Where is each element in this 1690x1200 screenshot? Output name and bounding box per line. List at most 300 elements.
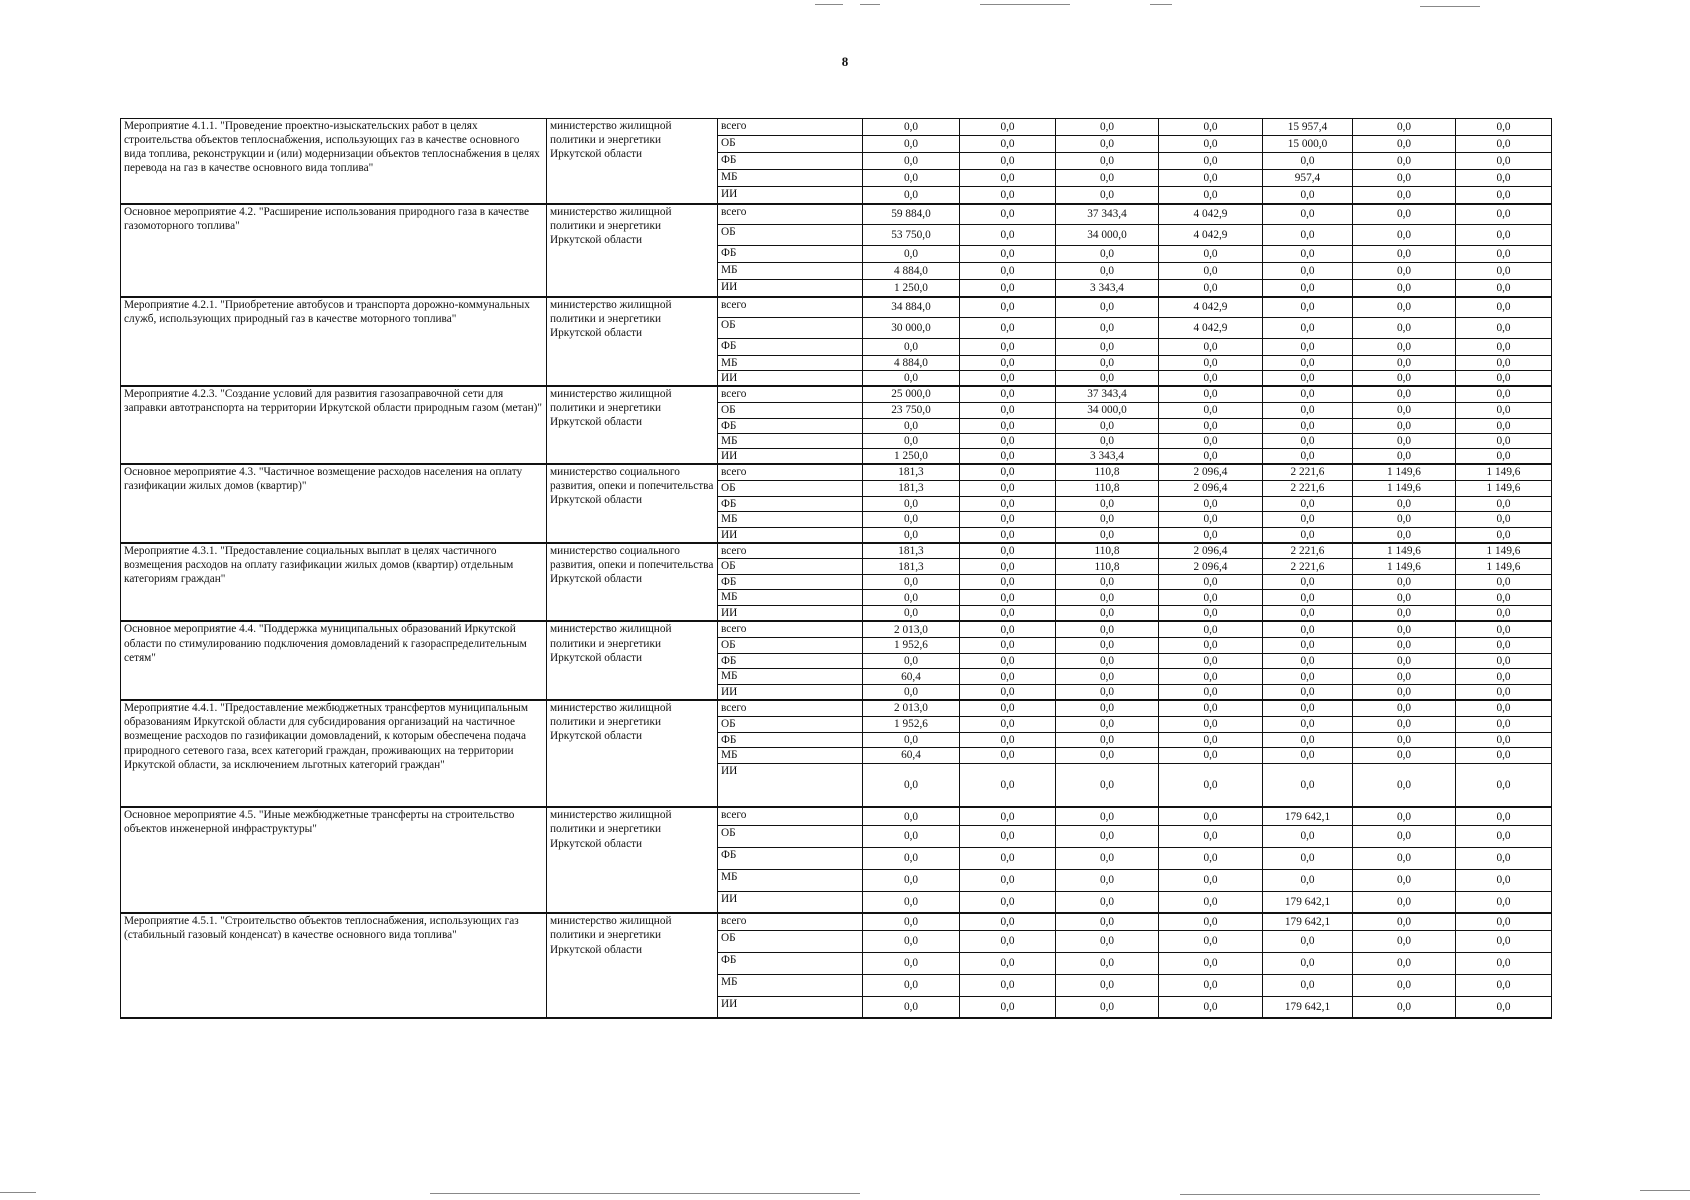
amount-cell: 0,0	[960, 204, 1056, 225]
amount-cell: 0,0	[1056, 511, 1159, 527]
amount-cell: 0,0	[1353, 136, 1456, 153]
amount-cell: 0,0	[1353, 606, 1456, 622]
amount-cell: 181,3	[863, 559, 960, 575]
amount-cell: 0,0	[1056, 700, 1159, 716]
amount-cell: 0,0	[1263, 700, 1353, 716]
amount-cell: 179 642,1	[1263, 996, 1353, 1018]
amount-cell: 0,0	[1263, 974, 1353, 996]
funding-source: ОБ	[718, 136, 863, 153]
table-row	[121, 386, 1552, 402]
funding-source: всего	[718, 119, 863, 136]
amount-cell: 0,0	[1056, 716, 1159, 732]
amount-cell: 0,0	[1353, 637, 1456, 653]
amount-cell: 0,0	[1456, 930, 1552, 952]
amount-cell: 0,0	[1456, 621, 1552, 637]
amount-cell: 0,0	[863, 913, 960, 930]
funding-source: ОБ	[718, 930, 863, 952]
amount-cell: 0,0	[1456, 511, 1552, 527]
funding-source: ИИ	[718, 996, 863, 1018]
table-row	[121, 543, 1552, 559]
amount-cell: 0,0	[863, 891, 960, 913]
amount-cell: 0,0	[1159, 847, 1263, 869]
amount-cell: 0,0	[863, 847, 960, 869]
amount-cell: 0,0	[960, 590, 1056, 606]
amount-cell: 0,0	[1056, 763, 1159, 807]
amount-cell: 0,0	[1159, 527, 1263, 543]
amount-cell: 0,0	[1353, 170, 1456, 187]
amount-cell: 0,0	[1456, 590, 1552, 606]
funding-source: МБ	[718, 869, 863, 891]
amount-cell: 0,0	[1353, 869, 1456, 891]
amount-cell: 0,0	[960, 732, 1056, 747]
amount-cell: 0,0	[1456, 170, 1552, 187]
amount-cell: 179 642,1	[1263, 913, 1353, 930]
amount-cell: 0,0	[960, 297, 1056, 318]
amount-cell: 0,0	[960, 669, 1056, 685]
amount-cell: 0,0	[863, 246, 960, 263]
amount-cell: 110,8	[1056, 543, 1159, 559]
amount-cell: 34 884,0	[863, 297, 960, 318]
amount-cell: 0,0	[1456, 606, 1552, 622]
funding-source: всего	[718, 621, 863, 637]
amount-cell: 0,0	[1159, 386, 1263, 402]
amount-cell: 0,0	[1159, 590, 1263, 606]
amount-cell: 181,3	[863, 464, 960, 480]
amount-cell: 0,0	[1353, 913, 1456, 930]
amount-cell: 0,0	[1263, 869, 1353, 891]
amount-cell: 0,0	[1159, 685, 1263, 701]
amount-cell: 0,0	[960, 913, 1056, 930]
amount-cell: 0,0	[1159, 637, 1263, 653]
amount-cell: 0,0	[1159, 246, 1263, 263]
amount-cell: 0,0	[1263, 685, 1353, 701]
amount-cell: 0,0	[1056, 974, 1159, 996]
amount-cell: 0,0	[1456, 371, 1552, 387]
amount-cell: 0,0	[1056, 869, 1159, 891]
amount-cell: 0,0	[1263, 511, 1353, 527]
funding-source: всего	[718, 386, 863, 402]
responsible-org: министерство жилищной политики и энергетики Иркутской области	[547, 204, 718, 297]
amount-cell: 2 096,4	[1159, 480, 1263, 496]
amount-cell: 0,0	[1056, 418, 1159, 433]
amount-cell: 0,0	[1263, 637, 1353, 653]
amount-cell: 0,0	[960, 418, 1056, 433]
amount-cell: 0,0	[863, 732, 960, 747]
amount-cell: 15 957,4	[1263, 119, 1353, 136]
amount-cell: 0,0	[1456, 763, 1552, 807]
amount-cell: 0,0	[1353, 653, 1456, 668]
amount-cell: 0,0	[960, 119, 1056, 136]
amount-cell: 0,0	[1456, 807, 1552, 825]
amount-cell: 0,0	[1263, 716, 1353, 732]
amount-cell: 0,0	[1263, 653, 1353, 668]
amount-cell: 0,0	[960, 371, 1056, 387]
amount-cell: 0,0	[1056, 606, 1159, 622]
funding-source: ИИ	[718, 371, 863, 387]
responsible-org: министерство жилищной политики и энергетики Иркутской области	[547, 297, 718, 387]
amount-cell: 0,0	[1353, 418, 1456, 433]
table-row	[121, 700, 1552, 716]
amount-cell: 37 343,4	[1056, 204, 1159, 225]
amount-cell: 0,0	[960, 685, 1056, 701]
amount-cell: 0,0	[960, 402, 1056, 418]
amount-cell: 0,0	[1263, 280, 1353, 297]
activity-title: Мероприятие 4.3.1. "Предоставление социальных выплат в целях частичного возмещения расходов на оплату газификации жилых домов (квартир) отдельным категориям граждан"	[121, 543, 547, 622]
amount-cell: 0,0	[1159, 280, 1263, 297]
amount-cell: 0,0	[1263, 246, 1353, 263]
amount-cell: 0,0	[1353, 685, 1456, 701]
amount-cell: 0,0	[1456, 153, 1552, 170]
amount-cell: 0,0	[1456, 433, 1552, 448]
amount-cell: 0,0	[1056, 371, 1159, 387]
amount-cell: 0,0	[1056, 575, 1159, 590]
activity-title: Мероприятие 4.1.1. "Проведение проектно-изыскательских работ в целях строительства объектов теплоснабжения, использующих газ в качестве основного вида топлива, реконструкции и (или) модернизации объектов теплоснабжения в целях перевода на газ в качестве основного вида топлива"	[121, 119, 547, 204]
amount-cell: 0,0	[1456, 716, 1552, 732]
amount-cell: 0,0	[1056, 246, 1159, 263]
amount-cell: 0,0	[1263, 204, 1353, 225]
amount-cell: 110,8	[1056, 559, 1159, 575]
funding-source: ИИ	[718, 891, 863, 913]
amount-cell: 0,0	[1456, 225, 1552, 246]
amount-cell: 0,0	[1353, 386, 1456, 402]
responsible-org: министерство жилищной политики и энергетики Иркутской области	[547, 807, 718, 913]
activity-title: Основное мероприятие 4.3. "Частичное возмещение расходов населения на оплату газификации жилых домов (квартир)"	[121, 464, 547, 543]
amount-cell: 0,0	[1263, 763, 1353, 807]
amount-cell: 53 750,0	[863, 225, 960, 246]
responsible-org: министерство жилищной политики и энергетики Иркутской области	[547, 700, 718, 807]
amount-cell: 0,0	[1056, 913, 1159, 930]
amount-cell: 181,3	[863, 543, 960, 559]
funding-source: ИИ	[718, 187, 863, 204]
amount-cell: 0,0	[960, 543, 1056, 559]
amount-cell: 0,0	[1353, 119, 1456, 136]
amount-cell: 0,0	[1056, 297, 1159, 318]
amount-cell: 0,0	[1056, 732, 1159, 747]
amount-cell: 0,0	[1353, 402, 1456, 418]
amount-cell: 0,0	[1263, 732, 1353, 747]
amount-cell: 23 750,0	[863, 402, 960, 418]
amount-cell: 0,0	[960, 153, 1056, 170]
funding-source: МБ	[718, 263, 863, 280]
amount-cell: 0,0	[1456, 700, 1552, 716]
responsible-org: министерство жилищной политики и энергетики Иркутской области	[547, 913, 718, 1018]
amount-cell: 0,0	[863, 974, 960, 996]
amount-cell: 0,0	[1353, 763, 1456, 807]
amount-cell: 0,0	[1263, 747, 1353, 763]
amount-cell: 0,0	[1353, 527, 1456, 543]
responsible-org: министерство социального развития, опеки и попечительства Иркутской области	[547, 464, 718, 543]
amount-cell: 0,0	[1263, 371, 1353, 387]
amount-cell: 0,0	[960, 246, 1056, 263]
amount-cell: 0,0	[1456, 297, 1552, 318]
amount-cell: 1 149,6	[1456, 559, 1552, 575]
amount-cell: 15 000,0	[1263, 136, 1353, 153]
amount-cell: 0,0	[960, 263, 1056, 280]
amount-cell: 0,0	[1159, 930, 1263, 952]
amount-cell: 0,0	[960, 480, 1056, 496]
amount-cell: 0,0	[1159, 153, 1263, 170]
budget-table-wrap	[120, 118, 1551, 1019]
funding-source: ФБ	[718, 153, 863, 170]
amount-cell: 0,0	[1353, 747, 1456, 763]
amount-cell: 0,0	[960, 318, 1056, 339]
amount-cell: 0,0	[960, 606, 1056, 622]
funding-source: ФБ	[718, 418, 863, 433]
amount-cell: 4 042,9	[1159, 318, 1263, 339]
amount-cell: 0,0	[1159, 952, 1263, 974]
amount-cell: 0,0	[1056, 527, 1159, 543]
amount-cell: 0,0	[960, 637, 1056, 653]
amount-cell: 0,0	[863, 187, 960, 204]
amount-cell: 0,0	[1159, 511, 1263, 527]
amount-cell: 0,0	[960, 891, 1056, 913]
amount-cell: 0,0	[1263, 187, 1353, 204]
amount-cell: 0,0	[1353, 204, 1456, 225]
amount-cell: 0,0	[1263, 669, 1353, 685]
amount-cell: 0,0	[863, 433, 960, 448]
amount-cell: 0,0	[960, 559, 1056, 575]
amount-cell: 0,0	[1353, 669, 1456, 685]
amount-cell: 0,0	[1456, 204, 1552, 225]
funding-source: МБ	[718, 590, 863, 606]
amount-cell: 60,4	[863, 669, 960, 685]
amount-cell: 0,0	[1456, 685, 1552, 701]
amount-cell: 0,0	[960, 996, 1056, 1018]
funding-source: ФБ	[718, 496, 863, 511]
amount-cell: 3 343,4	[1056, 280, 1159, 297]
amount-cell: 0,0	[863, 996, 960, 1018]
responsible-org: министерство жилищной политики и энергетики Иркутской области	[547, 119, 718, 204]
amount-cell: 0,0	[1456, 402, 1552, 418]
amount-cell: 2 221,6	[1263, 480, 1353, 496]
amount-cell: 0,0	[863, 170, 960, 187]
amount-cell: 0,0	[1456, 280, 1552, 297]
amount-cell: 0,0	[863, 606, 960, 622]
amount-cell: 0,0	[1456, 747, 1552, 763]
amount-cell: 0,0	[1353, 575, 1456, 590]
amount-cell: 0,0	[1353, 496, 1456, 511]
amount-cell: 0,0	[960, 575, 1056, 590]
activity-title: Основное мероприятие 4.4. "Поддержка муниципальных образований Иркутской области по стимулированию подключения домовладений к газораспределительным сетям"	[121, 621, 547, 700]
amount-cell: 0,0	[1353, 732, 1456, 747]
amount-cell: 0,0	[960, 716, 1056, 732]
amount-cell: 0,0	[960, 225, 1056, 246]
amount-cell: 0,0	[1159, 732, 1263, 747]
amount-cell: 0,0	[960, 807, 1056, 825]
amount-cell: 0,0	[1353, 974, 1456, 996]
amount-cell: 0,0	[1056, 187, 1159, 204]
amount-cell: 0,0	[1353, 339, 1456, 356]
amount-cell: 0,0	[1263, 386, 1353, 402]
amount-cell: 0,0	[1159, 653, 1263, 668]
amount-cell: 0,0	[960, 170, 1056, 187]
amount-cell: 0,0	[1263, 356, 1353, 371]
funding-source: МБ	[718, 669, 863, 685]
amount-cell: 0,0	[1159, 170, 1263, 187]
amount-cell: 0,0	[1056, 119, 1159, 136]
funding-source: ФБ	[718, 653, 863, 668]
amount-cell: 0,0	[1456, 653, 1552, 668]
funding-source: ИИ	[718, 448, 863, 464]
amount-cell: 0,0	[1159, 669, 1263, 685]
amount-cell: 0,0	[1456, 669, 1552, 685]
amount-cell: 0,0	[1159, 371, 1263, 387]
amount-cell: 0,0	[1353, 297, 1456, 318]
funding-source: ОБ	[718, 318, 863, 339]
amount-cell: 0,0	[863, 418, 960, 433]
amount-cell: 4 884,0	[863, 356, 960, 371]
amount-cell: 0,0	[1056, 433, 1159, 448]
amount-cell: 0,0	[1056, 318, 1159, 339]
responsible-org: министерство жилищной политики и энергетики Иркутской области	[547, 621, 718, 700]
amount-cell: 0,0	[960, 974, 1056, 996]
amount-cell: 957,4	[1263, 170, 1353, 187]
amount-cell: 0,0	[1056, 685, 1159, 701]
amount-cell: 1 952,6	[863, 716, 960, 732]
amount-cell: 1 149,6	[1456, 543, 1552, 559]
amount-cell: 0,0	[1353, 225, 1456, 246]
amount-cell: 0,0	[1263, 825, 1353, 847]
amount-cell: 34 000,0	[1056, 225, 1159, 246]
amount-cell: 0,0	[960, 621, 1056, 637]
amount-cell: 0,0	[1159, 339, 1263, 356]
activity-title: Основное мероприятие 4.5. "Иные межбюджетные трансферты на строительство объектов инженерной инфраструктуры"	[121, 807, 547, 913]
amount-cell: 0,0	[960, 448, 1056, 464]
amount-cell: 0,0	[1056, 136, 1159, 153]
amount-cell: 2 013,0	[863, 621, 960, 637]
funding-source: МБ	[718, 747, 863, 763]
amount-cell: 0,0	[1456, 996, 1552, 1018]
funding-source: ИИ	[718, 280, 863, 297]
amount-cell: 0,0	[1263, 448, 1353, 464]
amount-cell: 0,0	[960, 700, 1056, 716]
amount-cell: 0,0	[1456, 913, 1552, 930]
table-row	[121, 807, 1552, 825]
amount-cell: 1 250,0	[863, 448, 960, 464]
funding-source: ФБ	[718, 339, 863, 356]
amount-cell: 0,0	[960, 930, 1056, 952]
amount-cell: 0,0	[1263, 575, 1353, 590]
amount-cell: 0,0	[1263, 318, 1353, 339]
amount-cell: 0,0	[1056, 891, 1159, 913]
amount-cell: 0,0	[863, 590, 960, 606]
amount-cell: 0,0	[863, 930, 960, 952]
amount-cell: 0,0	[1456, 187, 1552, 204]
amount-cell: 0,0	[960, 339, 1056, 356]
amount-cell: 0,0	[1159, 621, 1263, 637]
amount-cell: 0,0	[1353, 930, 1456, 952]
amount-cell: 0,0	[1353, 356, 1456, 371]
funding-source: МБ	[718, 974, 863, 996]
amount-cell: 0,0	[1353, 246, 1456, 263]
amount-cell: 0,0	[1456, 448, 1552, 464]
amount-cell: 1 149,6	[1353, 464, 1456, 480]
amount-cell: 60,4	[863, 747, 960, 763]
funding-source: МБ	[718, 433, 863, 448]
amount-cell: 0,0	[1159, 136, 1263, 153]
amount-cell: 0,0	[1456, 418, 1552, 433]
amount-cell: 0,0	[960, 496, 1056, 511]
table-row	[121, 464, 1552, 480]
funding-source: ОБ	[718, 402, 863, 418]
amount-cell: 110,8	[1056, 464, 1159, 480]
amount-cell: 0,0	[1353, 187, 1456, 204]
amount-cell: 4 884,0	[863, 263, 960, 280]
amount-cell: 0,0	[1456, 386, 1552, 402]
amount-cell: 0,0	[1056, 263, 1159, 280]
amount-cell: 0,0	[1263, 847, 1353, 869]
funding-source: ОБ	[718, 225, 863, 246]
amount-cell: 2 221,6	[1263, 464, 1353, 480]
amount-cell: 0,0	[1159, 747, 1263, 763]
amount-cell: 0,0	[1159, 496, 1263, 511]
amount-cell: 0,0	[960, 187, 1056, 204]
amount-cell: 0,0	[1353, 621, 1456, 637]
amount-cell: 3 343,4	[1056, 448, 1159, 464]
amount-cell: 2 221,6	[1263, 543, 1353, 559]
funding-source: МБ	[718, 511, 863, 527]
amount-cell: 110,8	[1056, 480, 1159, 496]
amount-cell: 4 042,9	[1159, 204, 1263, 225]
amount-cell: 0,0	[863, 807, 960, 825]
amount-cell: 1 952,6	[863, 637, 960, 653]
amount-cell: 0,0	[1263, 297, 1353, 318]
amount-cell: 0,0	[960, 653, 1056, 668]
amount-cell: 0,0	[1159, 891, 1263, 913]
amount-cell: 30 000,0	[863, 318, 960, 339]
amount-cell: 0,0	[1353, 716, 1456, 732]
amount-cell: 0,0	[1056, 496, 1159, 511]
activity-title: Мероприятие 4.2.3. "Создание условий для развития газозаправочной сети для заправки автотранспорта на территории Иркутской области природным газом (метан)"	[121, 386, 547, 464]
amount-cell: 2 221,6	[1263, 559, 1353, 575]
amount-cell: 0,0	[1159, 974, 1263, 996]
funding-source: всего	[718, 464, 863, 480]
funding-source: ИИ	[718, 606, 863, 622]
amount-cell: 0,0	[1056, 847, 1159, 869]
amount-cell: 2 096,4	[1159, 464, 1263, 480]
amount-cell: 0,0	[1263, 433, 1353, 448]
funding-source: ИИ	[718, 763, 863, 807]
amount-cell: 0,0	[1353, 590, 1456, 606]
amount-cell: 0,0	[1159, 356, 1263, 371]
amount-cell: 0,0	[1056, 669, 1159, 685]
amount-cell: 0,0	[1353, 891, 1456, 913]
amount-cell: 0,0	[1353, 847, 1456, 869]
funding-source: ИИ	[718, 685, 863, 701]
amount-cell: 0,0	[1263, 606, 1353, 622]
amount-cell: 0,0	[960, 763, 1056, 807]
amount-cell: 0,0	[1456, 136, 1552, 153]
activity-title: Мероприятие 4.5.1. "Строительство объектов теплоснабжения, использующих газ (стабильный газовый конденсат) в качестве основного вида топлива"	[121, 913, 547, 1018]
amount-cell: 0,0	[1159, 763, 1263, 807]
amount-cell: 0,0	[863, 511, 960, 527]
amount-cell: 0,0	[1353, 263, 1456, 280]
amount-cell: 0,0	[1456, 637, 1552, 653]
page-number: 8	[841, 54, 849, 69]
amount-cell: 0,0	[960, 464, 1056, 480]
amount-cell: 0,0	[1159, 606, 1263, 622]
amount-cell: 0,0	[1056, 590, 1159, 606]
amount-cell: 1 149,6	[1456, 480, 1552, 496]
amount-cell: 0,0	[1263, 225, 1353, 246]
amount-cell: 0,0	[1056, 637, 1159, 653]
amount-cell: 0,0	[1353, 996, 1456, 1018]
amount-cell: 0,0	[1456, 119, 1552, 136]
amount-cell: 0,0	[1456, 847, 1552, 869]
amount-cell: 0,0	[1456, 318, 1552, 339]
amount-cell: 0,0	[960, 847, 1056, 869]
amount-cell: 0,0	[863, 653, 960, 668]
